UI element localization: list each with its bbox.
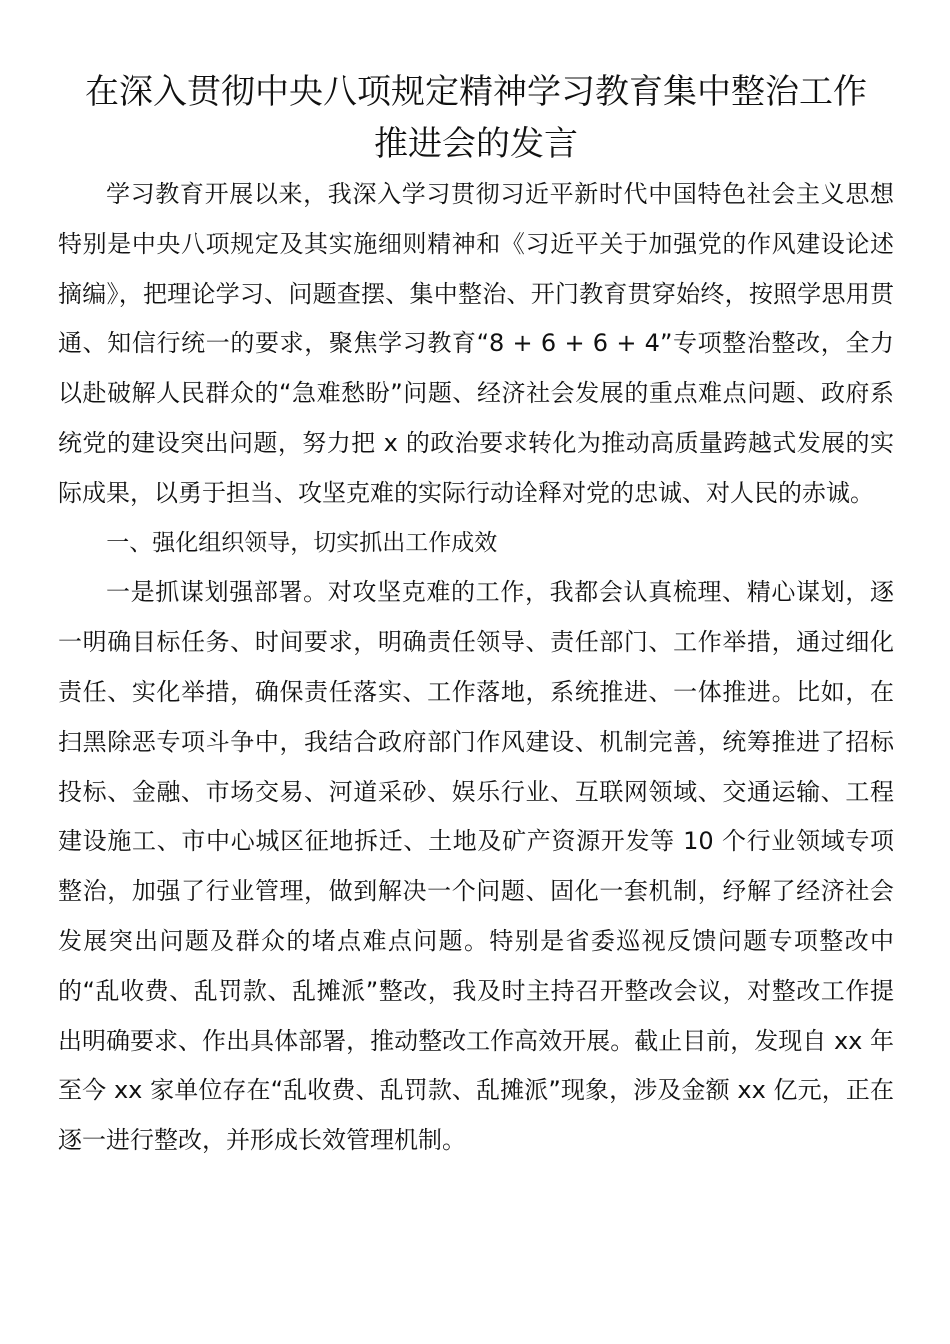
document-body bbox=[58, 170, 894, 1166]
title-line-1: 在深入贯彻中央八项规定精神学习教育集中整治工作 bbox=[85, 72, 867, 112]
document-title bbox=[58, 66, 894, 170]
title-line-2: 推进会的发言 bbox=[374, 124, 578, 164]
section-heading-1: 一、强化组织领导，切实抓出工作成效 bbox=[106, 529, 498, 556]
body-paragraph-1: 一是抓谋划强部署。对攻坚克难的工作，我都会认真梳理、精心谋划，逐一明确目标任务、时间要求，明确责任领导、责任部门、工作举措，通过细化责任、实化举措，确保责任落实、工作落地，系统推进、一体推进。比如，在扫黑除恶专项斗争中，我结合政府部门作风建设、机制完善，统筹推进了招标投标、金融、市场交易、河道采砂、娱乐行业、互联网领域、交通运输、工程建设施工、市中心城区征地拆迁、土地及矿产资源开发等 10 个行业领域专项整治，加强了行业管理，做到解决一个问题、固化一套机制，纾解了经济社会发展突出问题及群众的堵点难点问题。特别是省委巡视反馈问题专项整改中的“乱收费、乱罚款、乱摊派”整改，我及时主持召开整改会议，对整改工作提出明确要求、作出具体部署，推动整改工作高效开展。截止目前，发现自 xx 年至今 xx 家单位存在“乱收费、乱罚款、乱摊派”现象，涉及金额 xx 亿元，正在逐一进行整改，并形成长效管理机制。 bbox=[58, 578, 894, 1155]
intro-paragraph: 学习教育开展以来，我深入学习贯彻习近平新时代中国特色社会主义思想特别是中央八项规定及其实施细则精神和《习近平关于加强党的作风建设论述摘编》，把理论学习、问题查摆、集中整治、开门教育贯穿始终，按照学思用贯通、知信行统一的要求，聚焦学习教育“8 + 6 + 6 + 4”专项整治整改，全力以赴破解人民群众的“急难愁盼”问题、经济社会发展的重点难点问题、政府系统党的建设突出问题，努力把 x 的政治要求转化为推动高质量跨越式发展的实际成果，以勇于担当、攻坚克难的实际行动诠释对党的忠诚、对人民的赤诚。 bbox=[58, 180, 894, 507]
